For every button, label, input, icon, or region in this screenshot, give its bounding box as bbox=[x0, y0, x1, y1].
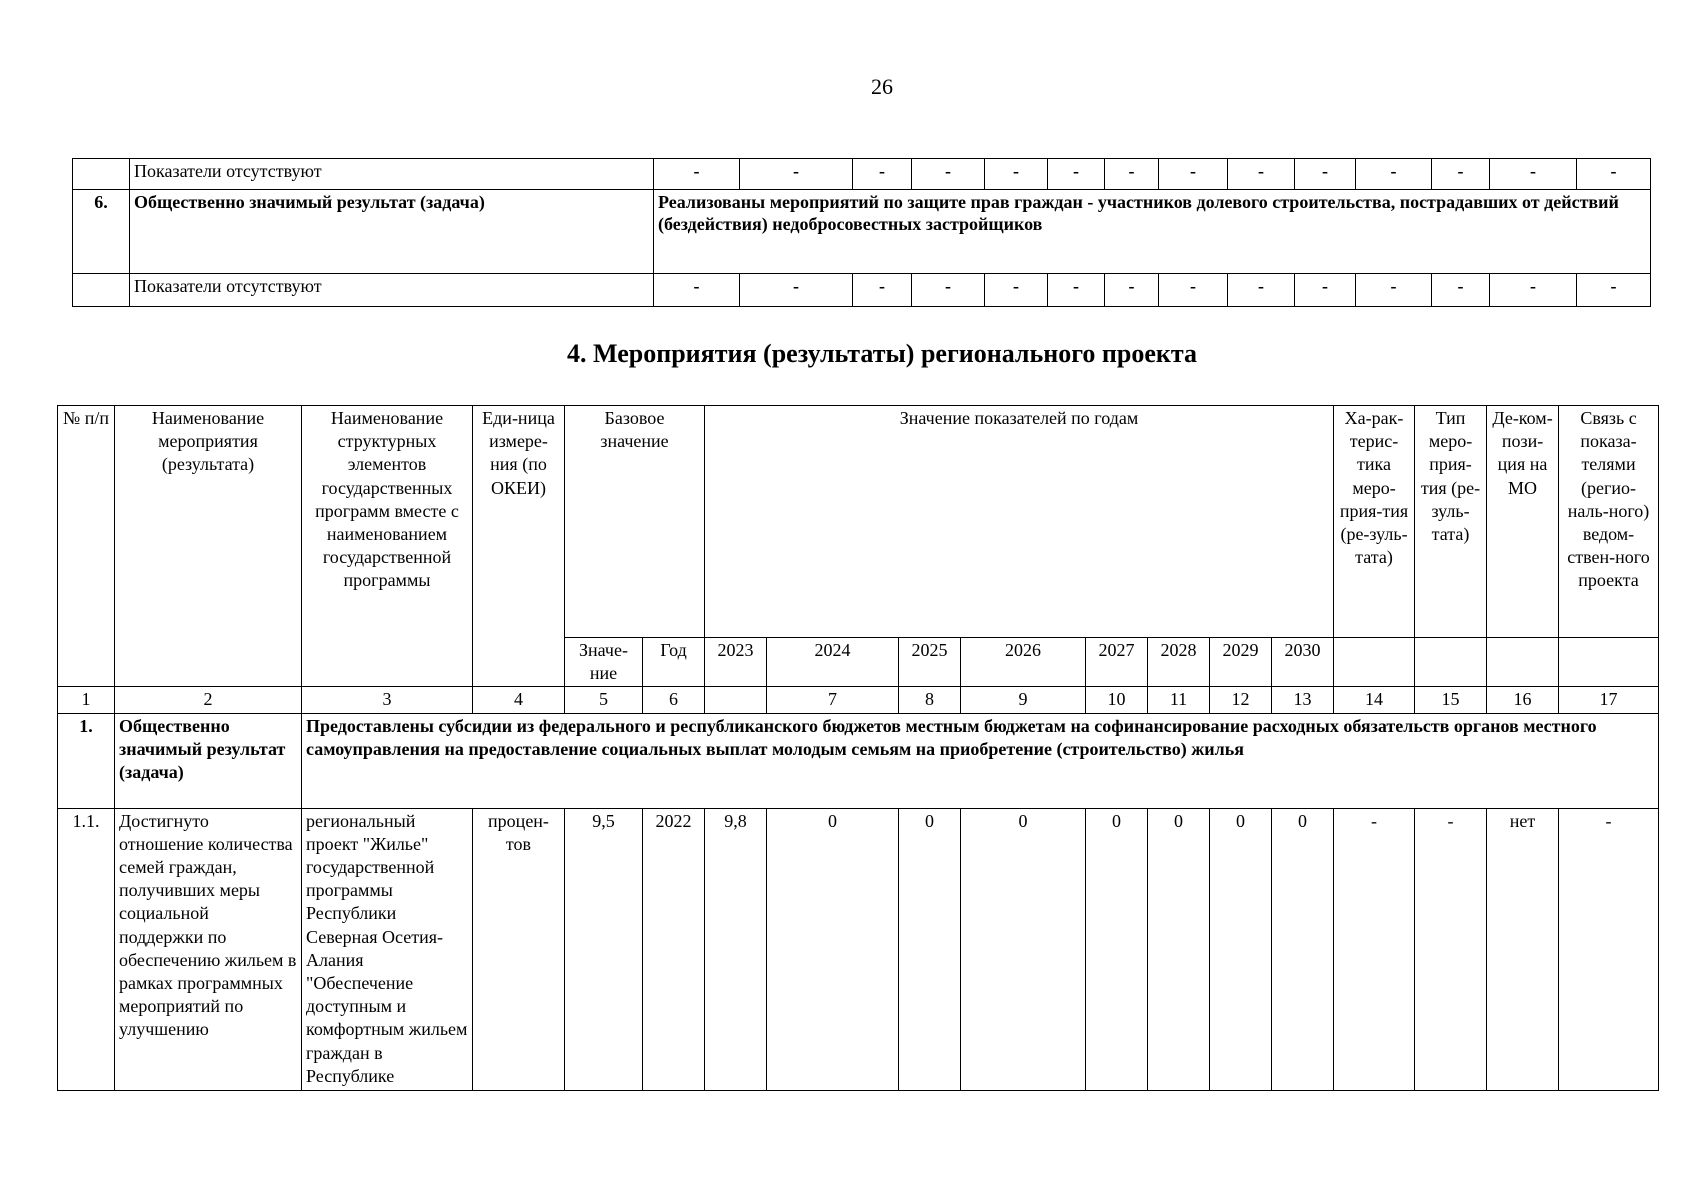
column-number bbox=[705, 687, 767, 713]
header-year: 2030 bbox=[1272, 638, 1334, 687]
column-number: 8 bbox=[899, 687, 961, 713]
decomposition: нет bbox=[1487, 808, 1559, 1090]
year-value: 0 bbox=[961, 808, 1086, 1090]
header-type: Тип меро-прия-тия (ре-зуль-тата) bbox=[1415, 406, 1487, 638]
project-link: - bbox=[1559, 808, 1659, 1090]
table-row bbox=[58, 808, 1659, 1090]
header-year: 2026 bbox=[961, 638, 1086, 687]
column-numbers-row bbox=[58, 687, 1659, 713]
structural-element: региональный проект "Жилье" государственной программы Республики Северная Осетия-Алания "Обеспечение доступным и комфортным жильем граждан в Республике bbox=[302, 808, 473, 1090]
header-num: № п/п bbox=[58, 406, 115, 687]
task-title: Общественно значимый результат (задача) bbox=[130, 190, 654, 274]
header-year: 2025 bbox=[899, 638, 961, 687]
year-value: 0 bbox=[1148, 808, 1210, 1090]
absent-label: Показатели отсутствуют bbox=[130, 274, 654, 307]
header-base-value: Значе-ние bbox=[565, 638, 643, 687]
indicators-table bbox=[72, 158, 1651, 307]
header-link: Связь с показа-телями (регио-наль-ного) ведом-ствен-ного проекта bbox=[1559, 406, 1659, 638]
task-row bbox=[58, 713, 1659, 808]
activity-name: Достигнуто отношение количества семей граждан, получивших меры социальной поддержки по обеспечению жильем в рамках программных мероприятий по улучшению bbox=[115, 808, 302, 1090]
column-number: 12 bbox=[1210, 687, 1272, 713]
page-number: 26 bbox=[871, 74, 893, 99]
row-number: 6. bbox=[73, 190, 130, 274]
header-base: Базовое значение bbox=[565, 406, 705, 638]
header-name: Наименование мероприятия (результата) bbox=[115, 406, 302, 687]
year-value: 0 bbox=[899, 808, 961, 1090]
column-number: 6 bbox=[643, 687, 705, 713]
activities-table bbox=[57, 405, 1659, 1091]
task-title: Общественно значимый результат (задача) bbox=[115, 713, 302, 808]
column-number: 1 bbox=[58, 687, 115, 713]
row-number: 1. bbox=[58, 713, 115, 808]
table-row: Показатели отсутствуют - - - - - - - - - - - - - - bbox=[73, 274, 1651, 307]
header-decomp: Де-ком-пози-ция на МО bbox=[1487, 406, 1559, 638]
table-row: Показатели отсутствуют - - - - - - - - - - - - - - bbox=[73, 159, 1651, 190]
year-value: 0 bbox=[1086, 808, 1148, 1090]
year-value: 9,8 bbox=[705, 808, 767, 1090]
task-text: Предоставлены субсидии из федерального и республиканского бюджетов местным бюджетам на софинансирование расходных обязательств органов местного самоуправления на предоставление социальных выплат молодым семьям на приобретение (строительство) жилья bbox=[302, 713, 1659, 808]
activity-type: - bbox=[1415, 808, 1487, 1090]
year-value: 0 bbox=[767, 808, 899, 1090]
header-values-by-year: Значение показателей по годам bbox=[705, 406, 1334, 638]
column-number: 4 bbox=[473, 687, 565, 713]
characteristic: - bbox=[1334, 808, 1415, 1090]
row-number: 1.1. bbox=[58, 808, 115, 1090]
column-number: 3 bbox=[302, 687, 473, 713]
task-text: Реализованы мероприятий по защите прав граждан - участников долевого строительства, пострадавших от действий (бездействия) недобросовестных застройщиков bbox=[654, 190, 1651, 274]
header-character: Ха-рак-терис-тика меро-прия-тия (ре-зуль-тата) bbox=[1334, 406, 1415, 638]
section-title: 4. Мероприятия (результаты) регионального проекта bbox=[567, 339, 1197, 368]
unit: процен-тов bbox=[473, 808, 565, 1090]
column-number: 11 bbox=[1148, 687, 1210, 713]
column-number: 2 bbox=[115, 687, 302, 713]
header-base-year: Год bbox=[643, 638, 705, 687]
header-row bbox=[58, 406, 1659, 638]
header-year: 2023 bbox=[705, 638, 767, 687]
header-year: 2027 bbox=[1086, 638, 1148, 687]
header-year: 2028 bbox=[1148, 638, 1210, 687]
base-value: 9,5 bbox=[565, 808, 643, 1090]
column-number: 7 bbox=[767, 687, 899, 713]
column-number: 14 bbox=[1334, 687, 1415, 713]
column-number: 5 bbox=[565, 687, 643, 713]
base-year: 2022 bbox=[643, 808, 705, 1090]
header-year: 2024 bbox=[767, 638, 899, 687]
column-number: 13 bbox=[1272, 687, 1334, 713]
header-unit: Еди-ница измере-ния (по ОКЕИ) bbox=[473, 406, 565, 687]
column-number: 17 bbox=[1559, 687, 1659, 713]
column-number: 10 bbox=[1086, 687, 1148, 713]
header-struct: Наименование структурных элементов государственных программ вместе с наименованием государственной программы bbox=[302, 406, 473, 687]
year-value: 0 bbox=[1210, 808, 1272, 1090]
column-number: 15 bbox=[1415, 687, 1487, 713]
header-year: 2029 bbox=[1210, 638, 1272, 687]
table-row bbox=[73, 190, 1651, 274]
absent-label: Показатели отсутствуют bbox=[130, 159, 654, 190]
column-number: 9 bbox=[961, 687, 1086, 713]
column-number: 16 bbox=[1487, 687, 1559, 713]
year-value: 0 bbox=[1272, 808, 1334, 1090]
